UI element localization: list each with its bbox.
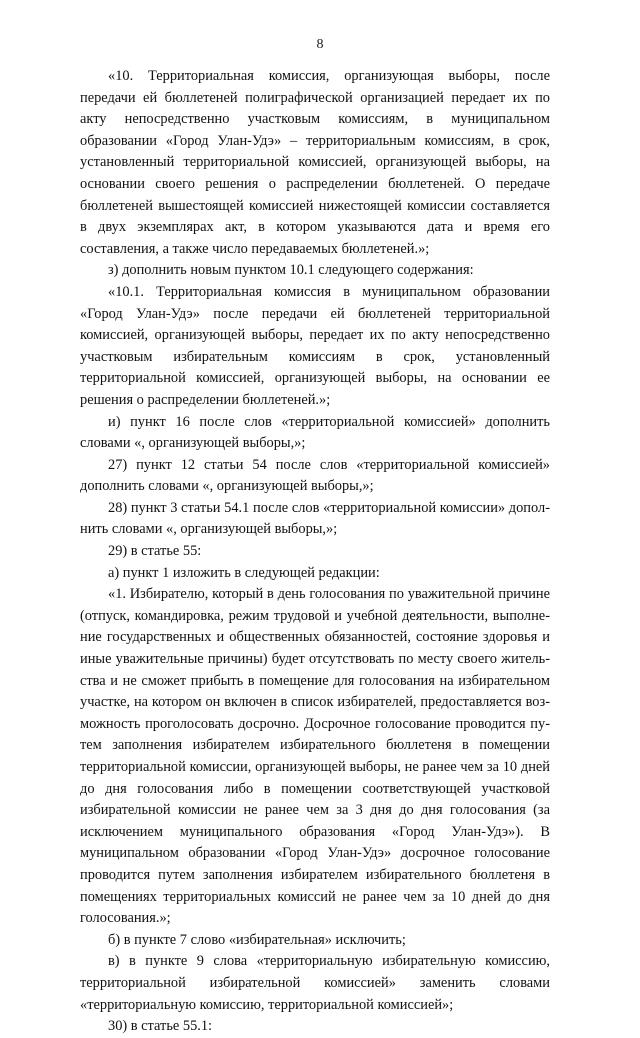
paragraph-item-10: «10. Территориальная комиссия, организующая выборы, после передачи ей бюллетеней полиграфической организацией передает их по акту непосредственно участковым комиссиям, в муниципальном образовании «Город Улан-Удэ» – территориальным комиссиям, в срок, установленный территориальной комиссией, организующей выборы, на основании своего решения о распределении бюллетеней. О передаче бюллетеней вышестоящей комиссией нижестоящей комиссии составляется в двух экземплярах акт, в котором указываются дата и время его составления, а также число передаваемых бюллетеней.»; (80, 68, 550, 257)
page-number: 8 (316, 37, 324, 52)
paragraph-subitem-i: и) пункт 16 после слов «территориальной комиссией» дополнить словами «, организующей выборы,»; (80, 413, 550, 452)
paragraph-subitem-z: з) дополнить новым пунктом 10.1 следующего содержания: (108, 262, 474, 279)
paragraph-item-27: 27) пункт 12 статьи 54 после слов «территориальной комиссией» дополнить словами «, организующей выборы,»; (80, 456, 550, 495)
paragraph-subitem-a: а) пункт 1 изложить в следующей редакции: (108, 564, 380, 581)
paragraph-item-1-quote: «1. Избирателю, который в день голосования по уважительной причине (отпуск, командировка, режим трудовой и учебной деятельности, выполнение государственных и общественных обязанностей, состояние здоровья и иные уважительные причины) будет отсутствовать по месту своего жительства и не сможет прибыть в помещение для голосования на избирательном участке, на котором он включен в список избирателей, предоставляется возможность проголосовать досрочно. Досрочное голосование проводится путем заполнения избирателем избирательного бюллетеня в помещении территориальной комиссии, организующей выборы, не ранее чем за 10 дней до дня голосования либо в помещении соответствующей участковой избирательной комиссии не ранее чем за 3 дня до дня голосования (за исключением муниципального образования «Город Улан-Удэ»). В муниципальном образовании «Город Улан-Удэ» досрочное голосование проводится путем заполнения избирателем избирательного бюллетеня в помещениях территориальных комиссий не ранее чем за 10 дней до дня голосования.»; (80, 586, 550, 927)
paragraph-item-28: 28) пункт 3 статьи 54.1 после слов «территориальной комиссии» дополнить словами «, организующей выборы,»; (80, 499, 550, 538)
paragraph-subitem-b: б) в пункте 7 слово «избирательная» исключить; (108, 931, 406, 948)
document-body (80, 66, 550, 1038)
paragraph-item-29: 29) в статье 55: (108, 543, 202, 560)
paragraph-item-10-1: «10.1. Территориальная комиссия в муниципальном образовании «Город Улан-Удэ» после передачи ей бюллетеней территориальной комиссией, организующей выборы, передает их по акту непосредственно участковым избирательным комиссиям в срок, установленный территориальной комиссией, организующей выборы, на основании ее решения о распределении бюллетеней.»; (80, 283, 550, 408)
paragraph-subitem-v: в) в пункте 9 слова «территориальную избирательную комиссию, территориальной избирательной комиссией» заменить словами «территориальную комиссию, территориальной комиссией»; (80, 953, 550, 1013)
paragraph-item-30: 30) в статье 55.1: (108, 1018, 213, 1035)
